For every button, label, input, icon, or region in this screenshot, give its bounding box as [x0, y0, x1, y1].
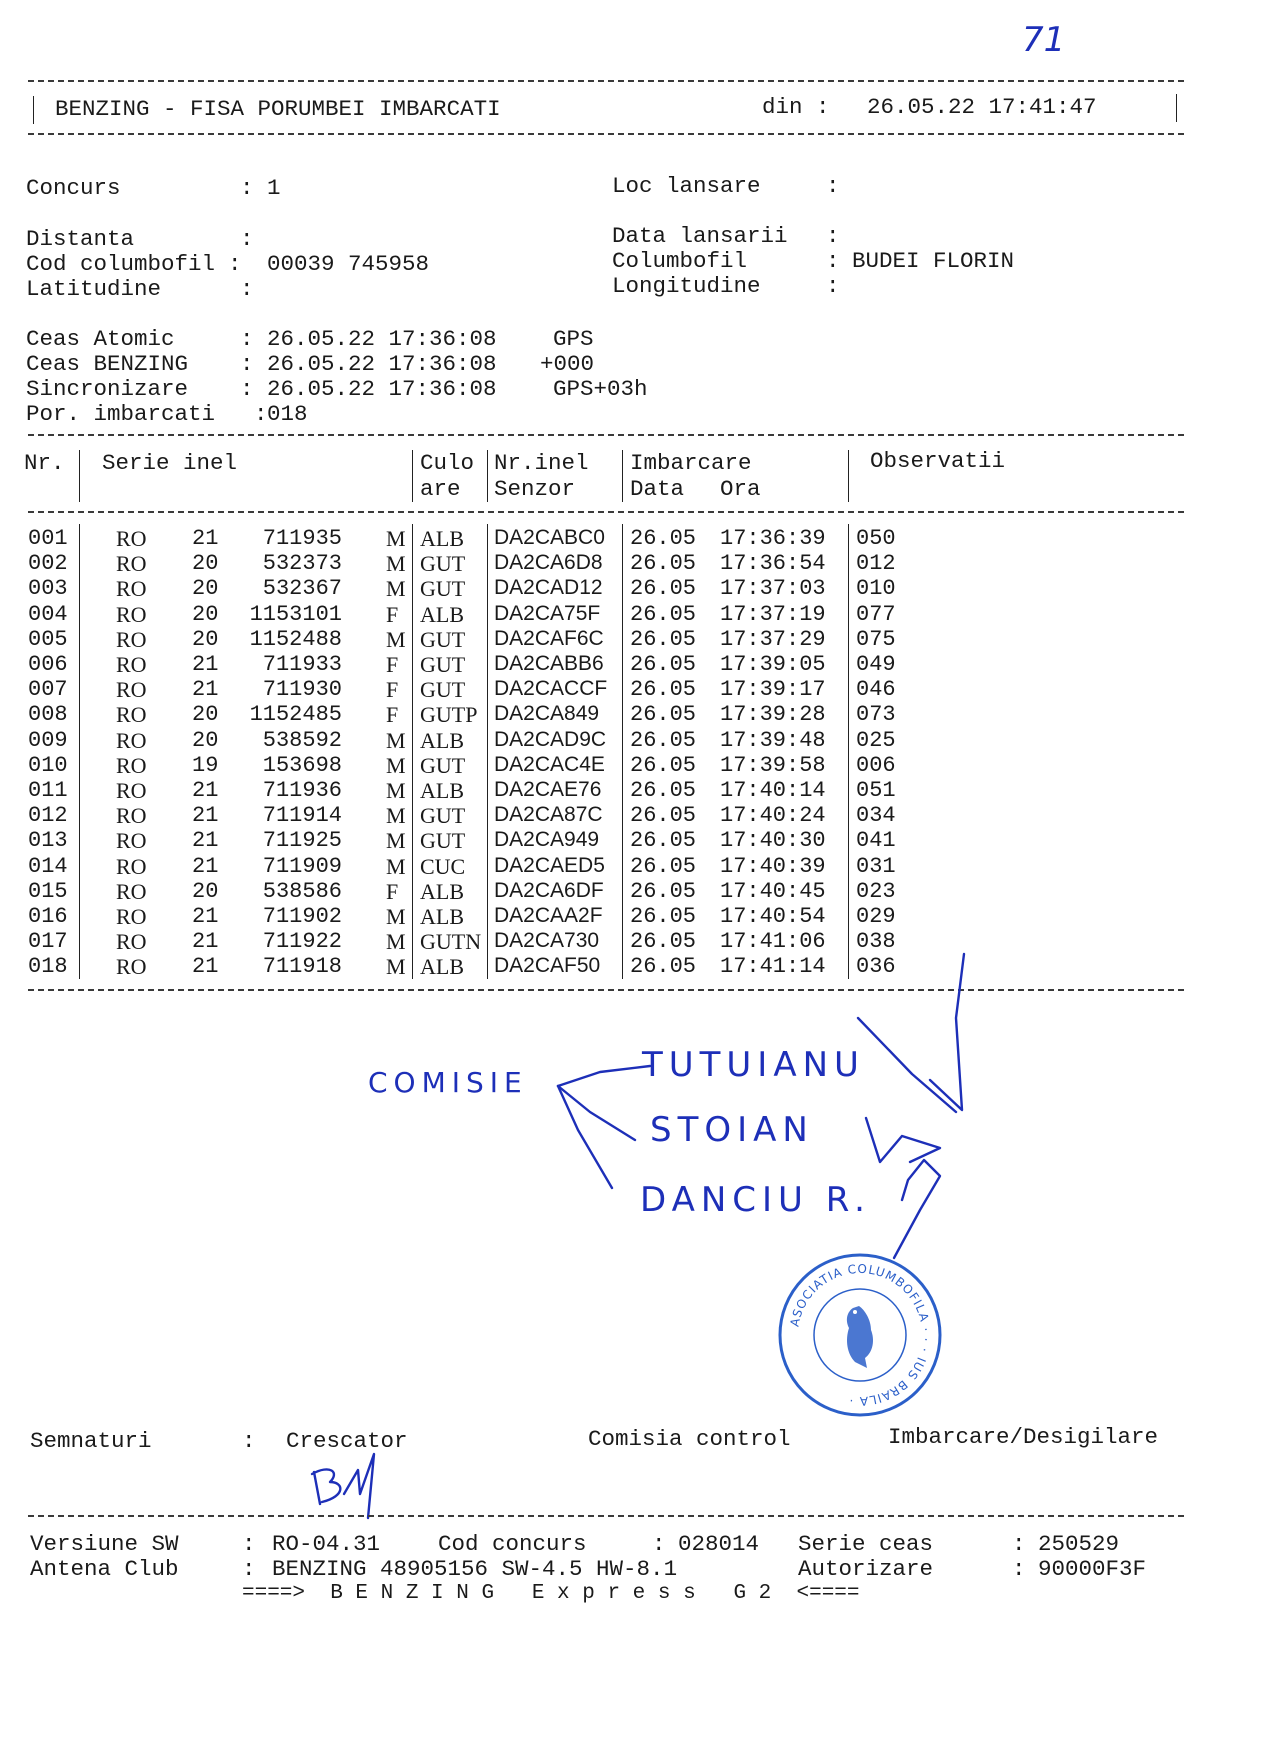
row-date: 26.05	[630, 551, 697, 577]
colon: :	[826, 273, 840, 299]
crescator-label: Crescator	[286, 1428, 408, 1454]
row-sensor-id: DA2CA730	[494, 929, 600, 953]
row-year: 21	[192, 803, 219, 829]
col-data-header: Data	[630, 476, 685, 502]
table-row	[0, 728, 1276, 753]
serie-ceas-value: 250529	[1038, 1531, 1120, 1557]
row-country: RO	[116, 853, 147, 879]
din-label: din :	[762, 94, 830, 120]
row-ring-number: 153698	[262, 752, 342, 778]
col-divider	[848, 450, 849, 502]
colon: :	[242, 1556, 256, 1582]
row-date: 26.05	[630, 878, 697, 904]
colon: :	[228, 251, 242, 277]
row-year: 20	[192, 576, 219, 602]
colon: :	[242, 1531, 256, 1557]
row-nr: 006	[28, 652, 68, 677]
row-sensor-id: DA2CA949	[494, 828, 600, 852]
row-country: RO	[116, 828, 147, 854]
row-nr: 016	[28, 904, 68, 929]
table-row	[0, 753, 1276, 778]
table-top-rule	[28, 434, 1184, 436]
antena-club-value: BENZING 48905156 SW-4.5 HW-8.1	[272, 1556, 678, 1582]
row-nr: 014	[28, 853, 68, 879]
row-ring-number: 711930	[262, 677, 342, 703]
row-ring-number: 711933	[262, 652, 342, 677]
row-ring-number: 711909	[262, 853, 342, 879]
row-time: 17:40:39	[720, 853, 826, 879]
col-serie-inel-header: Serie inel	[102, 450, 238, 476]
row-sex: M	[386, 954, 406, 980]
colon: :	[242, 1428, 256, 1454]
row-sensor-id: DA2CACCF	[494, 677, 608, 701]
col-culoare-header-2: are	[420, 476, 461, 502]
sincronizare-value: 26.05.22 17:36:08	[267, 376, 497, 402]
row-country: RO	[116, 904, 147, 929]
col-divider	[79, 450, 80, 502]
row-sensor-id: DA2CA87C	[494, 803, 603, 827]
row-observatii: 077	[856, 601, 896, 627]
row-time: 17:37:19	[720, 601, 826, 627]
row-color: GUT	[420, 551, 466, 577]
document-datetime: 26.05.22 17:41:47	[867, 94, 1097, 120]
concurs-label: Concurs	[26, 175, 121, 201]
colon: :	[240, 351, 254, 377]
col-senzor-header-1: Nr.inel	[494, 450, 589, 476]
row-sensor-id: DA2CAE76	[494, 778, 602, 801]
row-observatii: 031	[856, 853, 896, 879]
row-ring-number: 711935	[262, 526, 342, 551]
table-row	[0, 854, 1276, 879]
data-lansarii-label: Data lansarii	[612, 223, 788, 249]
row-color: GUT	[420, 828, 466, 854]
row-color: GUT	[420, 677, 466, 703]
cod-columbofil-value: 00039 745958	[267, 251, 430, 277]
antena-club-label: Antena Club	[30, 1556, 179, 1582]
row-sensor-id: DA2CAA2F	[494, 904, 603, 927]
row-country: RO	[116, 878, 147, 904]
row-color: GUT	[420, 576, 466, 602]
row-sex: M	[386, 904, 406, 929]
col-nr-header: Nr.	[24, 450, 65, 476]
row-nr: 002	[28, 551, 68, 577]
ceas-atomic-suffix: GPS	[553, 326, 594, 352]
columbofil-label: Columbofil	[612, 248, 748, 274]
header-top-rule	[28, 80, 1184, 82]
col-imbarcare-header: Imbarcare	[630, 450, 752, 476]
colon: :	[240, 226, 254, 252]
row-year: 21	[192, 954, 219, 980]
table-row	[0, 904, 1276, 929]
row-time: 17:40:24	[720, 803, 826, 829]
row-time: 17:40:45	[720, 878, 826, 904]
table-row	[0, 526, 1276, 551]
row-country: RO	[116, 652, 147, 677]
row-color: ALB	[420, 954, 464, 980]
row-time: 17:37:29	[720, 626, 826, 652]
row-color: GUT	[420, 752, 466, 778]
row-sex: F	[386, 652, 399, 677]
row-ring-number: 711925	[262, 828, 342, 854]
row-sensor-id: DA2CAC4E	[494, 752, 605, 776]
serie-ceas-label: Serie ceas	[798, 1531, 934, 1557]
columbofil-value: BUDEI FLORIN	[852, 248, 1015, 274]
row-year: 20	[192, 727, 219, 753]
colon: :	[826, 248, 840, 274]
ceas-benzing-label: Ceas BENZING	[26, 351, 189, 377]
colon: :	[240, 276, 254, 302]
row-date: 26.05	[630, 626, 697, 652]
row-observatii: 025	[856, 727, 896, 753]
row-country: RO	[116, 576, 147, 602]
sincronizare-label: Sincronizare	[26, 376, 189, 402]
row-color: GUTP	[420, 702, 478, 728]
row-sensor-id: DA2CAF6C	[494, 626, 604, 650]
row-observatii: 049	[856, 652, 896, 677]
table-row	[0, 803, 1276, 828]
colon: :	[826, 173, 840, 199]
row-date: 26.05	[630, 677, 697, 703]
row-sensor-id: DA2CAD9C	[494, 727, 607, 751]
row-sex: M	[386, 752, 406, 778]
row-observatii: 041	[856, 828, 896, 854]
row-ring-number: 1152488	[249, 626, 342, 652]
row-year: 21	[192, 828, 219, 854]
table-row	[0, 677, 1276, 702]
row-date: 26.05	[630, 652, 697, 677]
document-title: BENZING - FISA PORUMBEI IMBARCATI	[55, 96, 501, 122]
row-nr: 008	[28, 702, 68, 728]
row-ring-number: 532373	[262, 551, 342, 577]
colon: :	[254, 401, 268, 427]
row-date: 26.05	[630, 576, 697, 602]
semnaturi-label: Semnaturi	[30, 1428, 152, 1454]
row-ring-number: 711936	[262, 778, 342, 803]
row-ring-number: 1153101	[249, 601, 342, 627]
row-year: 21	[192, 778, 219, 803]
table-row	[0, 576, 1276, 601]
row-country: RO	[116, 702, 147, 728]
row-color: GUTN	[420, 929, 482, 955]
row-nr: 015	[28, 878, 68, 904]
row-color: ALB	[420, 727, 464, 753]
row-country: RO	[116, 954, 147, 980]
row-year: 20	[192, 551, 219, 577]
benzing-banner: ====> B E N Z I N G E x p r e s s G 2 <====	[242, 1582, 860, 1605]
row-time: 17:39:28	[720, 702, 826, 728]
row-color: ALB	[420, 601, 464, 627]
row-sensor-id: DA2CA75F	[494, 601, 601, 625]
cod-concurs-label: Cod concurs	[438, 1531, 587, 1557]
loc-lansare-label: Loc lansare	[612, 173, 761, 199]
row-date: 26.05	[630, 752, 697, 778]
handwritten-comisie: COMISIE	[368, 1066, 528, 1099]
table-row	[0, 551, 1276, 576]
row-date: 26.05	[630, 727, 697, 753]
colon: :	[240, 376, 254, 402]
colon: :	[1012, 1531, 1026, 1557]
sincronizare-suffix: GPS+03h	[553, 376, 648, 402]
col-divider	[622, 450, 623, 502]
row-date: 26.05	[630, 778, 697, 803]
por-imbarcati-value: 018	[267, 401, 308, 427]
row-nr: 004	[28, 601, 68, 627]
row-country: RO	[116, 626, 147, 652]
row-sex: M	[386, 853, 406, 879]
row-year: 21	[192, 526, 219, 551]
table-row	[0, 652, 1276, 677]
row-nr: 018	[28, 954, 68, 980]
row-nr: 011	[28, 778, 68, 803]
row-sex: M	[386, 626, 406, 652]
row-year: 20	[192, 601, 219, 627]
row-sex: F	[386, 677, 399, 703]
row-date: 26.05	[630, 929, 697, 955]
cod-columbofil-label: Cod columbofil	[26, 251, 216, 277]
row-ring-number: 1152485	[249, 702, 342, 728]
autorizare-value: 90000F3F	[1038, 1556, 1147, 1582]
association-stamp	[775, 1250, 945, 1420]
autorizare-label: Autorizare	[798, 1556, 934, 1582]
col-senzor-header-2: Senzor	[494, 476, 576, 502]
comisia-control-label: Comisia control	[588, 1426, 791, 1452]
row-time: 17:39:17	[720, 677, 826, 703]
row-year: 21	[192, 677, 219, 703]
row-year: 19	[192, 752, 219, 778]
row-year: 21	[192, 652, 219, 677]
row-sex: M	[386, 803, 406, 829]
table-row	[0, 879, 1276, 904]
row-sensor-id: DA2CAD12	[494, 576, 603, 600]
latitudine-label: Latitudine	[26, 276, 162, 302]
header-bottom-rule	[28, 133, 1184, 135]
colon: :	[826, 223, 840, 249]
row-date: 26.05	[630, 803, 697, 829]
row-color: CUC	[420, 853, 466, 879]
row-ring-number: 711914	[262, 803, 342, 829]
row-ring-number: 532367	[262, 576, 342, 602]
row-country: RO	[116, 929, 147, 955]
row-ring-number: 538586	[262, 878, 342, 904]
row-observatii: 036	[856, 954, 896, 980]
colon: :	[240, 326, 254, 352]
row-sex: M	[386, 526, 406, 551]
row-time: 17:40:14	[720, 778, 826, 803]
row-year: 20	[192, 626, 219, 652]
table-row	[0, 702, 1276, 727]
row-nr: 012	[28, 803, 68, 829]
row-nr: 009	[28, 727, 68, 753]
row-nr: 005	[28, 626, 68, 652]
table-row	[0, 778, 1276, 803]
row-sex: M	[386, 727, 406, 753]
row-observatii: 046	[856, 677, 896, 703]
row-country: RO	[116, 526, 147, 551]
row-sensor-id: DA2CAED5	[494, 853, 605, 877]
row-country: RO	[116, 803, 147, 829]
col-ora-header: Ora	[720, 476, 761, 502]
row-sensor-id: DA2CABC0	[494, 526, 605, 549]
row-time: 17:39:58	[720, 752, 826, 778]
row-sensor-id: DA2CABB6	[494, 652, 604, 675]
cod-concurs-value: 028014	[678, 1531, 760, 1557]
row-observatii: 023	[856, 878, 896, 904]
row-observatii: 038	[856, 929, 896, 955]
por-imbarcati-label: Por. imbarcati	[26, 401, 216, 427]
row-time: 17:39:05	[720, 652, 826, 677]
colon: :	[652, 1531, 666, 1557]
row-sensor-id: DA2CAF50	[494, 954, 601, 978]
table-header-rule	[28, 511, 1184, 513]
row-country: RO	[116, 778, 147, 803]
footer-rule	[28, 1515, 1184, 1517]
svg-text:ASOCIATIA COLUMBOFILA · · · IU: ASOCIATIA COLUMBOFILA · · · IUS BRAILA ·	[787, 1261, 934, 1409]
colon: :	[1012, 1556, 1026, 1582]
table-row	[0, 627, 1276, 652]
ceas-benzing-value: 26.05.22 17:36:08	[267, 351, 497, 377]
row-observatii: 051	[856, 778, 896, 803]
row-color: GUT	[420, 652, 466, 677]
row-time: 17:40:30	[720, 828, 826, 854]
row-nr: 013	[28, 828, 68, 854]
row-sex: F	[386, 601, 399, 627]
row-sensor-id: DA2CA849	[494, 702, 600, 726]
row-year: 20	[192, 878, 219, 904]
row-year: 21	[192, 853, 219, 879]
row-country: RO	[116, 551, 147, 577]
col-divider	[487, 450, 488, 502]
row-nr: 007	[28, 677, 68, 703]
row-sex: M	[386, 551, 406, 577]
row-time: 17:36:54	[720, 551, 826, 577]
table-row	[0, 602, 1276, 627]
header-right-bar	[1176, 94, 1177, 122]
row-sensor-id: DA2CA6DF	[494, 878, 604, 902]
row-observatii: 075	[856, 626, 896, 652]
colon: :	[240, 175, 254, 201]
row-year: 21	[192, 929, 219, 955]
row-year: 21	[192, 904, 219, 929]
row-ring-number: 711902	[262, 904, 342, 929]
handwritten-name-1: TUTUIANU	[642, 1045, 865, 1085]
row-date: 26.05	[630, 702, 697, 728]
row-ring-number: 711918	[262, 954, 342, 980]
row-country: RO	[116, 601, 147, 627]
row-date: 26.05	[630, 526, 697, 551]
row-time: 17:41:06	[720, 929, 826, 955]
row-time: 17:41:14	[720, 954, 826, 980]
header-left-bar	[33, 96, 34, 124]
row-time: 17:36:39	[720, 526, 826, 551]
row-color: ALB	[420, 778, 464, 803]
row-country: RO	[116, 752, 147, 778]
row-sex: M	[386, 778, 406, 803]
row-ring-number: 538592	[262, 727, 342, 753]
row-color: GUT	[420, 626, 466, 652]
row-nr: 001	[28, 526, 68, 551]
col-divider	[412, 450, 413, 502]
handwritten-name-2: STOIAN	[650, 1110, 814, 1150]
row-ring-number: 711922	[262, 929, 342, 955]
row-time: 17:40:54	[720, 904, 826, 929]
ceas-atomic-label: Ceas Atomic	[26, 326, 175, 352]
row-color: ALB	[420, 878, 464, 904]
row-observatii: 073	[856, 702, 896, 728]
row-observatii: 010	[856, 576, 896, 602]
row-time: 17:39:48	[720, 727, 826, 753]
col-culoare-header-1: Culo	[420, 450, 475, 476]
row-date: 26.05	[630, 601, 697, 627]
row-date: 26.05	[630, 904, 697, 929]
row-time: 17:37:03	[720, 576, 826, 602]
page-number-handwritten: 71	[1022, 20, 1066, 60]
row-nr: 010	[28, 752, 68, 778]
row-observatii: 012	[856, 551, 896, 577]
row-date: 26.05	[630, 954, 697, 980]
concurs-value: 1	[267, 175, 281, 201]
row-sensor-id: DA2CA6D8	[494, 551, 603, 575]
versiune-sw-label: Versiune SW	[30, 1531, 179, 1557]
versiune-sw-value: RO-04.31	[272, 1531, 381, 1557]
table-row	[0, 828, 1276, 853]
row-observatii: 029	[856, 904, 896, 929]
distanta-label: Distanta	[26, 226, 135, 252]
col-observatii-header: Observatii	[870, 448, 1006, 474]
row-sex: F	[386, 702, 399, 728]
row-country: RO	[116, 677, 147, 703]
row-date: 26.05	[630, 853, 697, 879]
row-sex: M	[386, 828, 406, 854]
row-color: ALB	[420, 904, 464, 929]
row-sex: M	[386, 576, 406, 602]
row-color: GUT	[420, 803, 466, 829]
row-country: RO	[116, 727, 147, 753]
row-color: ALB	[420, 526, 464, 551]
crescator-signature	[300, 1420, 410, 1530]
row-year: 20	[192, 702, 219, 728]
ceas-atomic-value: 26.05.22 17:36:08	[267, 326, 497, 352]
row-observatii: 050	[856, 526, 896, 551]
row-nr: 017	[28, 929, 68, 955]
longitudine-label: Longitudine	[612, 273, 761, 299]
row-sex: M	[386, 929, 406, 955]
handwritten-name-3: DANCIU R.	[640, 1180, 871, 1220]
ceas-benzing-suffix: +000	[540, 351, 595, 377]
row-nr: 003	[28, 576, 68, 602]
row-date: 26.05	[630, 828, 697, 854]
imbarcare-desigilare-label: Imbarcare/Desigilare	[888, 1424, 1159, 1450]
row-sex: F	[386, 878, 399, 904]
row-observatii: 006	[856, 752, 896, 778]
row-observatii: 034	[856, 803, 896, 829]
